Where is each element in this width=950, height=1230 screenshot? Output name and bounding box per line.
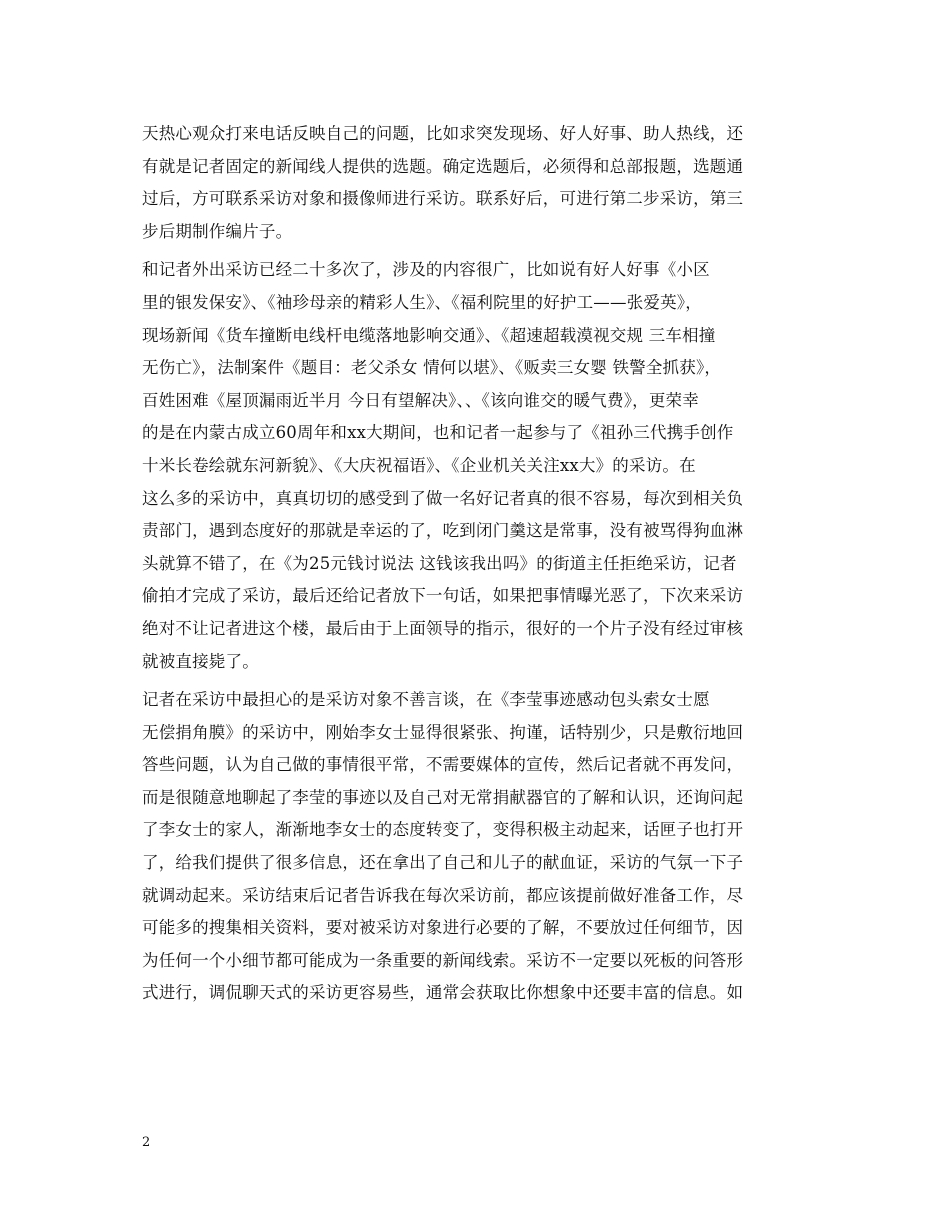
- text-line: 过后，方可联系采访对象和摄像师进行采访。联系好后，可进行第二步采访，第三: [142, 189, 744, 209]
- text-line: 现场新闻《货车撞断电线杆电缆落地影响交通》、《超速超载漠视交规 三车相撞: [142, 325, 716, 345]
- text-line: 就被直接毙了。: [142, 651, 259, 671]
- text-line: 责部门，遇到态度好的那就是幸运的了，吃到闭门羹这是常事，没有被骂得狗血淋: [142, 521, 744, 541]
- text-line: 了，给我们提供了很多信息，还在拿出了自己和儿子的献血证，采访的气氛一下子: [142, 853, 744, 873]
- text-line: 可能多的搜集相关资料，要对被采访对象进行必要的了解，不要放过任何细节，因: [142, 918, 744, 938]
- text-line: 有就是记者固定的新闻线人提供的选题。确定选题后，必须得和总部报题，选题通: [142, 156, 744, 176]
- text-line: 的是在内蒙古成立60周年和xx大期间，也和记者一起参与了《祖孙三代携手创作: [142, 423, 734, 443]
- text-line: 答些问题，认为自己做的事情很平常，不需要媒体的宣传，然后记者就不再发问，: [142, 755, 744, 775]
- text-line: 百姓困难《屋顶漏雨近半月 今日有望解决》、、《该向谁交的暖气费》，更荣幸: [142, 390, 699, 410]
- text-line: 了李女士的家人，渐渐地李女士的态度转变了，变得积极主动起来，话匣子也打开: [142, 820, 744, 840]
- text-line: 和记者外出采访已经二十多次了，涉及的内容很广，比如说有好人好事《小区: [142, 260, 710, 280]
- text-line: 偷拍才完成了采访，最后还给记者放下一句话，如果把事情曝光恶了，下次来采访: [142, 586, 744, 606]
- text-line: 里的银发保安》、《袖珍母亲的精彩人生》、《福利院里的好护工——张爱英》，: [142, 292, 702, 312]
- text-line: 记者在采访中最担心的是采访对象不善言谈，在《李莹事迹感动包头索女士愿: [142, 690, 710, 710]
- text-line: 十米长卷绘就东河新貌》、《大庆祝福语》、《企业机关关注xx大》的采访。在: [142, 455, 696, 475]
- text-line: 而是很随意地聊起了李莹的事迹以及自己对无常捐献器官的了解和认识，还询问起: [142, 787, 744, 807]
- text-line: 绝对不让记者进这个楼，最后由于上面领导的指示，很好的一个片子没有经过审核: [142, 618, 744, 638]
- text-line: 天热心观众打来电话反映自己的问题，比如求突发现场、好人好事、助人热线，还: [142, 124, 744, 143]
- text-line: 头就算不错了，在《为25元钱讨说法 这钱该我出吗》的街道主任拒绝采访，记者: [142, 553, 737, 573]
- text-line: 就调动起来。采访结束后记者告诉我在每次采访前，都应该提前做好准备工作，尽: [142, 885, 744, 905]
- text-line: 无偿捐角膜》的采访中，刚始李女士显得很紧张、拘谨，话特别少，只是敷衍地回: [142, 722, 744, 742]
- body-text: [142, 118, 810, 1010]
- page-number: 2: [142, 1135, 151, 1150]
- text-line: 无伤亡》，法制案件《题目：老父杀女 情何以堪》、《贩卖三女婴 铁警全抓获》，: [142, 358, 722, 378]
- text-line: 这么多的采访中，真真切切的感受到了做一名好记者真的很不容易，每次到相关负: [142, 488, 744, 508]
- text-line: 步后期制作编片子。: [142, 221, 293, 241]
- text-line: 为任何一个小细节都可能成为一条重要的新闻线索。采访不一定要以死板的问答形: [142, 950, 744, 970]
- text-line: 式进行，调侃聊天式的采访更容易些，通常会获取比你想象中还要丰富的信息。如: [142, 983, 744, 1003]
